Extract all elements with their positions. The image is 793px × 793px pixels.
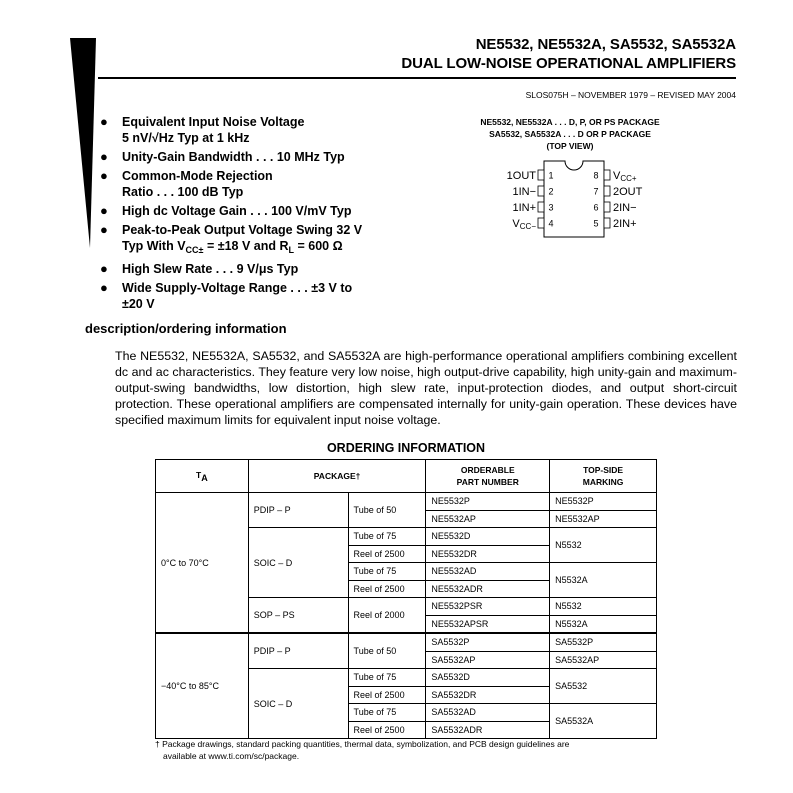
packing-cell: Tube of 50 bbox=[348, 633, 426, 669]
bullet-icon: ● bbox=[100, 280, 108, 295]
marking-cell: NE5532P bbox=[550, 493, 657, 511]
svg-text:3: 3 bbox=[548, 202, 554, 213]
svg-text:1OUT: 1OUT bbox=[506, 170, 536, 182]
header-wedge-decoration bbox=[70, 38, 96, 248]
part-number-cell: NE5532ADR bbox=[426, 580, 550, 598]
header-package: PACKAGE† bbox=[248, 460, 426, 493]
svg-text:VCC+: VCC+ bbox=[613, 170, 637, 183]
bullet-icon: ● bbox=[100, 203, 108, 218]
feature-item: ● Equivalent Input Noise Voltage 5 nV/√Hz Typ at 1 kHz bbox=[100, 114, 305, 145]
package-view-label: (TOP VIEW) bbox=[546, 141, 594, 151]
svg-text:5: 5 bbox=[593, 218, 599, 229]
part-number-cell: SA5532DR bbox=[426, 686, 550, 704]
temp-range-cell: −40°C to 85°C bbox=[156, 633, 249, 739]
header-part-number: ORDERABLE PART NUMBER bbox=[426, 460, 550, 493]
page-title: NE5532, NE5532A, SA5532, SA5532A bbox=[475, 36, 736, 53]
part-number-cell: NE5532D bbox=[426, 528, 550, 546]
svg-text:4: 4 bbox=[548, 218, 554, 229]
package-line: SA5532, SA5532A . . . D OR P PACKAGE bbox=[489, 129, 651, 139]
package-line: NE5532, NE5532A . . . D, P, OR PS PACKAGE bbox=[480, 117, 660, 127]
package-cell: PDIP – P bbox=[248, 493, 348, 528]
package-info bbox=[440, 116, 700, 152]
part-number-cell: SA5532AD bbox=[426, 704, 550, 722]
table-header-row bbox=[156, 460, 657, 493]
bullet-icon: ● bbox=[100, 149, 108, 164]
svg-text:2OUT: 2OUT bbox=[613, 186, 643, 198]
part-number-cell: NE5532AP bbox=[426, 510, 550, 528]
temp-range-cell: 0°C to 70°C bbox=[156, 493, 249, 634]
part-number-cell: NE5532DR bbox=[426, 545, 550, 563]
package-cell: SOIC – D bbox=[248, 528, 348, 598]
feature-list bbox=[100, 114, 400, 315]
feature-item: ● Wide Supply-Voltage Range . . . ±3 V to ±20 V bbox=[100, 280, 353, 311]
part-number-cell: SA5532D bbox=[426, 669, 550, 687]
svg-text:2IN+: 2IN+ bbox=[613, 218, 637, 230]
marking-cell: N5532A bbox=[550, 563, 657, 598]
packing-cell: Tube of 75 bbox=[348, 528, 426, 546]
ordering-table-title: ORDERING INFORMATION bbox=[326, 441, 486, 455]
marking-cell: SA5532AP bbox=[550, 651, 657, 669]
marking-cell: N5532 bbox=[550, 528, 657, 563]
marking-cell: SA5532P bbox=[550, 633, 657, 651]
page-subtitle: DUAL LOW-NOISE OPERATIONAL AMPLIFIERS bbox=[401, 55, 736, 72]
feature-item: ● Peak-to-Peak Output Voltage Swing 32 V Typ With $V_{CC\pm} = \pm 18$ V and $R_L = 600$ Ω bbox=[100, 222, 363, 255]
section-heading: description/ordering information bbox=[85, 321, 287, 336]
package-cell: SOP – PS bbox=[248, 598, 348, 634]
footnote: † Package drawings, standard packing quantities, thermal data, symbolization, and PCB design guidelines are available at www.ti.com/sc/package. bbox=[155, 739, 570, 761]
packing-cell: Tube of 75 bbox=[348, 704, 426, 722]
marking-cell: SA5532 bbox=[550, 669, 657, 704]
table-row bbox=[156, 493, 657, 511]
table-row bbox=[156, 633, 657, 651]
header-ta: TA bbox=[156, 460, 249, 493]
packing-cell: Reel of 2500 bbox=[348, 686, 426, 704]
part-number-cell: NE5532APSR bbox=[426, 615, 550, 633]
svg-text:8: 8 bbox=[593, 170, 599, 181]
bullet-icon: ● bbox=[100, 114, 108, 129]
part-number-cell: NE5532P bbox=[426, 493, 550, 511]
pinout-diagram bbox=[498, 158, 648, 240]
svg-text:1: 1 bbox=[548, 170, 554, 181]
part-number-cell: SA5532AP bbox=[426, 651, 550, 669]
header-rule bbox=[98, 77, 736, 79]
ordering-table bbox=[155, 459, 657, 739]
svg-text:7: 7 bbox=[593, 186, 599, 197]
feature-item: ● High dc Voltage Gain . . . 100 V/mV Typ bbox=[100, 203, 352, 218]
feature-item: ● Common-Mode Rejection Ratio . . . 100 dB Typ bbox=[100, 168, 273, 199]
svg-text:VCC−: VCC− bbox=[512, 218, 536, 231]
packing-cell: Reel of 2500 bbox=[348, 721, 426, 739]
package-cell: PDIP – P bbox=[248, 633, 348, 669]
part-number-cell: SA5532ADR bbox=[426, 721, 550, 739]
svg-text:6: 6 bbox=[593, 202, 599, 213]
bullet-icon: ● bbox=[100, 222, 108, 237]
packing-cell: Reel of 2500 bbox=[348, 545, 426, 563]
marking-cell: NE5532AP bbox=[550, 510, 657, 528]
part-number-cell: SA5532P bbox=[426, 633, 550, 651]
marking-cell: SA5532A bbox=[550, 704, 657, 739]
svg-text:2IN−: 2IN− bbox=[613, 202, 637, 214]
svg-text:1IN+: 1IN+ bbox=[512, 202, 536, 214]
marking-cell: N5532A bbox=[550, 615, 657, 633]
document-number: SLOS075H – NOVEMBER 1979 – REVISED MAY 2004 bbox=[525, 90, 736, 100]
feature-item: ● High Slew Rate . . . 9 V/μs Typ bbox=[100, 261, 299, 276]
packing-cell: Tube of 75 bbox=[348, 563, 426, 581]
description-paragraph: The NE5532, NE5532A, SA5532, and SA5532A are high-performance operational amplifiers combining excellent dc and ac characteristics. They feature very low noise, high output-drive capability, high unity-gain and maximum-output-swing bandwidths, low distortion, high slew rate, input-protection diodes, and output short-circuit protection. These operational amplifiers are compensated internally for unity-gain operation. These devices have specified maximum limits for equivalent input noise voltage. bbox=[115, 349, 737, 427]
packing-cell: Tube of 75 bbox=[348, 669, 426, 687]
marking-cell: N5532 bbox=[550, 598, 657, 616]
packing-cell: Tube of 50 bbox=[348, 493, 426, 528]
package-cell: SOIC – D bbox=[248, 669, 348, 739]
feature-item: ● Unity-Gain Bandwidth . . . 10 MHz Typ bbox=[100, 149, 345, 164]
svg-text:1IN−: 1IN− bbox=[512, 186, 536, 198]
header-marking: TOP-SIDE MARKING bbox=[550, 460, 657, 493]
bullet-icon: ● bbox=[100, 261, 108, 276]
bullet-icon: ● bbox=[100, 168, 108, 183]
packing-cell: Reel of 2000 bbox=[348, 598, 426, 634]
packing-cell: Reel of 2500 bbox=[348, 580, 426, 598]
svg-text:2: 2 bbox=[548, 186, 554, 197]
part-number-cell: NE5532AD bbox=[426, 563, 550, 581]
part-number-cell: NE5532PSR bbox=[426, 598, 550, 616]
